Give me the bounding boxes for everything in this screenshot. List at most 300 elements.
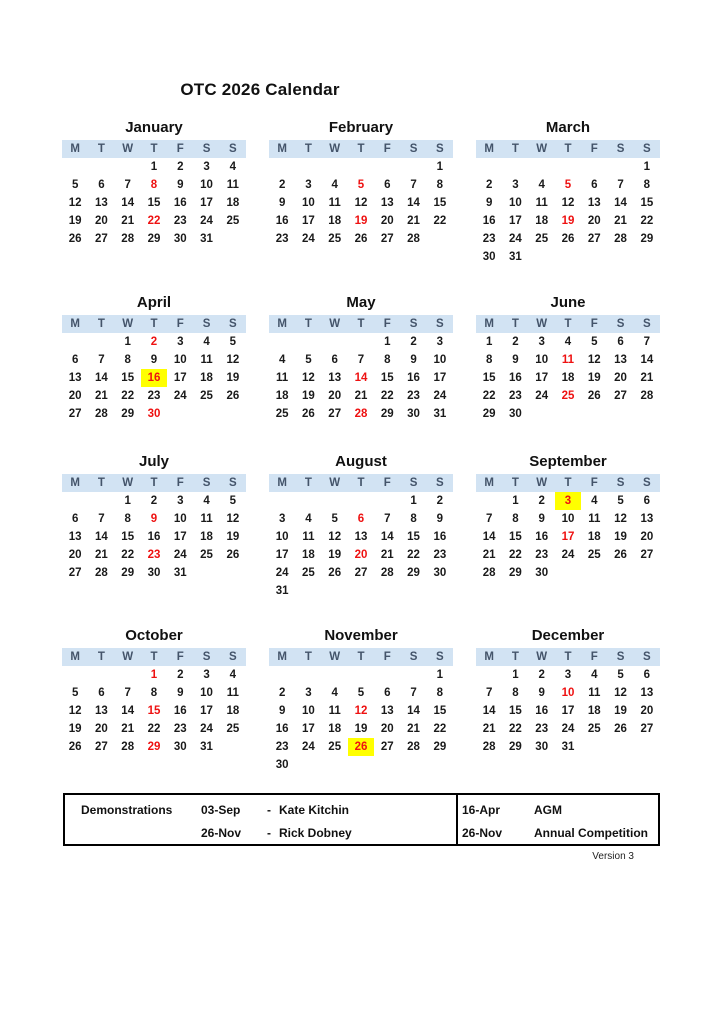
empty-cell	[88, 492, 114, 510]
date-cell: 7	[617, 179, 624, 191]
date-cell: 29	[407, 567, 420, 579]
date-cell: 23	[173, 215, 187, 227]
date-cell: 10	[535, 354, 549, 366]
date-cell: 26	[68, 233, 82, 245]
date-cell: 5	[357, 179, 365, 191]
empty-cell	[88, 333, 114, 351]
date-cell: 15	[380, 372, 394, 384]
weekday-header-cell: S	[220, 648, 246, 666]
empty-cell	[400, 582, 426, 600]
date-cell: 21	[482, 549, 496, 561]
weekday-header-cell: S	[193, 648, 219, 666]
date-cell: 3	[555, 492, 581, 510]
date-cell: 2	[177, 161, 184, 173]
empty-cell	[269, 492, 295, 510]
empty-cell	[193, 405, 219, 423]
date-cell: 2	[278, 687, 286, 699]
empty-cell	[348, 158, 374, 176]
date-cell: 12	[328, 531, 342, 543]
date-cell: 23	[482, 233, 496, 245]
date-cell: 10	[200, 179, 213, 191]
date-cell: 2	[538, 669, 545, 681]
weekday-header-cell: W	[115, 140, 141, 158]
date-cell: 27	[587, 233, 601, 245]
month-title: March	[545, 119, 591, 136]
weekday-header-cell: S	[607, 140, 633, 158]
date-cell: 30	[147, 567, 161, 579]
date-cell: 24	[509, 233, 522, 245]
date-cell: 4	[591, 495, 598, 507]
date-cell: 23	[147, 549, 161, 561]
weekday-header-cell: T	[141, 315, 167, 333]
weekday-header-cell: M	[269, 315, 295, 333]
date-cell: 7	[410, 687, 417, 699]
month-title: January	[125, 119, 183, 136]
weekday-header-cell: S	[193, 140, 219, 158]
date-cell: 1	[150, 669, 158, 681]
legend-person-name: Rick Dobney	[279, 826, 352, 840]
date-cell: 5	[331, 513, 338, 525]
empty-cell	[374, 666, 400, 684]
date-cell: 13	[68, 372, 82, 384]
month-block	[476, 291, 660, 450]
empty-cell	[374, 158, 400, 176]
date-cell: 24	[433, 390, 447, 402]
date-cell: 25	[200, 549, 213, 561]
date-cell: 20	[587, 215, 601, 227]
weekday-header-cell: S	[220, 474, 246, 492]
weekday-header-cell: S	[427, 140, 453, 158]
date-cell: 22	[509, 549, 522, 561]
month-table	[476, 648, 660, 756]
date-cell: 27	[380, 741, 394, 753]
date-cell: 10	[200, 687, 213, 699]
date-cell: 3	[305, 179, 312, 191]
weekday-header-cell: W	[115, 474, 141, 492]
date-cell: 23	[535, 549, 549, 561]
date-cell: 10	[275, 531, 289, 543]
date-cell: 22	[121, 390, 135, 402]
date-cell: 23	[509, 390, 522, 402]
weekday-header-cell: S	[193, 315, 219, 333]
date-cell: 10	[173, 354, 187, 366]
date-cell: 17	[535, 372, 549, 384]
date-cell: 22	[509, 723, 522, 735]
month-table	[476, 315, 660, 423]
date-cell: 1	[410, 495, 417, 507]
version-label: Version 3	[592, 851, 634, 862]
date-cell: 17	[561, 705, 575, 717]
date-cell: 24	[535, 390, 549, 402]
empty-cell	[88, 666, 114, 684]
date-cell: 9	[512, 354, 519, 366]
date-cell: 27	[95, 233, 108, 245]
legend-demonstrations-section	[65, 795, 458, 844]
date-cell: 8	[410, 513, 417, 525]
date-cell: 21	[121, 215, 135, 227]
date-cell: 19	[68, 723, 82, 735]
date-cell: 1	[512, 495, 519, 507]
date-cell: 9	[278, 197, 286, 209]
date-cell: 24	[302, 233, 315, 245]
date-cell: 8	[485, 354, 493, 366]
date-cell: 11	[276, 372, 289, 384]
empty-cell	[581, 564, 607, 582]
date-cell: 2	[150, 336, 158, 348]
date-cell: 14	[482, 705, 496, 717]
date-cell: 12	[614, 687, 627, 699]
date-cell: 15	[509, 705, 522, 717]
date-cell: 6	[71, 513, 79, 525]
date-cell: 19	[587, 372, 601, 384]
weekday-header-cell: S	[607, 474, 633, 492]
date-cell: 4	[331, 687, 338, 699]
empty-cell	[322, 333, 348, 351]
weekday-header-cell: M	[476, 315, 502, 333]
date-cell: 23	[147, 390, 161, 402]
month-block	[476, 116, 660, 291]
date-cell: 29	[121, 408, 135, 420]
date-cell: 25	[587, 549, 601, 561]
date-cell: 1	[124, 495, 131, 507]
date-cell: 22	[433, 215, 447, 227]
date-cell: 28	[407, 741, 420, 753]
date-cell: 28	[482, 567, 496, 579]
date-cell: 14	[380, 531, 394, 543]
weekday-header-cell: F	[374, 474, 400, 492]
date-cell: 12	[68, 705, 82, 717]
weekday-header-cell: S	[634, 474, 660, 492]
weekday-header-cell: F	[374, 315, 400, 333]
date-cell: 30	[407, 408, 420, 420]
date-cell: 14	[121, 197, 135, 209]
date-cell: 8	[643, 179, 651, 191]
weekday-header-cell: W	[322, 474, 348, 492]
date-cell: 8	[436, 687, 444, 699]
date-cell: 6	[643, 669, 651, 681]
date-cell: 3	[177, 336, 184, 348]
date-cell: 3	[564, 669, 572, 681]
month-table	[269, 315, 453, 423]
empty-cell	[220, 564, 246, 582]
month-title: December	[531, 627, 605, 644]
month-table	[476, 140, 660, 266]
empty-cell	[607, 248, 633, 266]
date-cell: 5	[229, 336, 237, 348]
date-cell: 3	[203, 669, 210, 681]
date-cell: 14	[407, 705, 420, 717]
empty-cell	[476, 158, 502, 176]
date-cell: 5	[564, 179, 572, 191]
date-cell: 20	[328, 390, 342, 402]
month-table	[476, 474, 660, 582]
date-cell: 3	[305, 687, 312, 699]
date-cell: 27	[640, 549, 654, 561]
date-cell: 30	[147, 408, 161, 420]
date-cell: 4	[538, 179, 545, 191]
date-cell: 30	[275, 759, 289, 771]
date-cell: 6	[384, 687, 391, 699]
date-cell: 21	[380, 549, 394, 561]
date-cell: 19	[68, 215, 82, 227]
date-cell: 31	[509, 251, 522, 263]
empty-cell	[529, 405, 555, 423]
empty-cell	[348, 333, 374, 351]
date-cell: 27	[380, 233, 394, 245]
date-cell: 2	[177, 669, 184, 681]
date-cell: 5	[591, 336, 598, 348]
empty-cell	[322, 666, 348, 684]
empty-cell	[374, 756, 400, 774]
weekday-header-cell: T	[502, 140, 528, 158]
date-cell: 7	[410, 179, 417, 191]
date-cell: 15	[509, 531, 522, 543]
weekday-header-cell: T	[295, 648, 321, 666]
weekday-header-cell: M	[62, 315, 88, 333]
empty-cell	[634, 405, 660, 423]
date-cell: 25	[226, 723, 240, 735]
date-cell: 22	[147, 215, 161, 227]
date-cell: 24	[200, 215, 213, 227]
legend-row	[81, 799, 456, 822]
empty-cell	[476, 666, 502, 684]
date-cell: 9	[538, 513, 545, 525]
date-cell: 12	[614, 513, 627, 525]
date-cell: 8	[150, 687, 158, 699]
month-table	[269, 140, 453, 248]
date-cell: 5	[617, 495, 624, 507]
date-cell: 9	[538, 687, 545, 699]
date-cell: 2	[278, 179, 286, 191]
date-cell: 30	[509, 408, 522, 420]
empty-cell	[193, 564, 219, 582]
weekday-header-cell: T	[141, 140, 167, 158]
date-cell: 20	[640, 705, 654, 717]
date-cell: 31	[275, 585, 289, 597]
date-cell: 28	[640, 390, 654, 402]
date-cell: 2	[436, 495, 444, 507]
date-cell: 26	[348, 738, 374, 756]
date-cell: 14	[482, 531, 496, 543]
legend-section-title-spacer	[81, 822, 201, 845]
date-cell: 26	[302, 408, 315, 420]
empty-cell	[607, 405, 633, 423]
date-cell: 19	[354, 723, 368, 735]
date-cell: 1	[124, 336, 131, 348]
weekday-header-cell: W	[322, 648, 348, 666]
date-cell: 29	[380, 408, 394, 420]
empty-cell	[607, 738, 633, 756]
weekday-header-cell: F	[167, 315, 193, 333]
empty-cell	[115, 158, 141, 176]
empty-cell	[295, 756, 321, 774]
weekday-header-cell: S	[427, 648, 453, 666]
empty-cell	[295, 333, 321, 351]
empty-cell	[322, 582, 348, 600]
date-cell: 4	[591, 669, 598, 681]
date-cell: 23	[535, 723, 549, 735]
date-cell: 7	[485, 687, 493, 699]
month-title: September	[529, 453, 607, 470]
date-cell: 13	[640, 687, 654, 699]
date-cell: 19	[354, 215, 368, 227]
date-cell: 12	[226, 513, 240, 525]
date-cell: 21	[95, 549, 108, 561]
date-cell: 20	[68, 549, 82, 561]
weekday-header-cell: T	[295, 315, 321, 333]
empty-cell	[427, 582, 453, 600]
date-cell: 15	[147, 197, 161, 209]
empty-cell	[220, 230, 246, 248]
date-cell: 11	[561, 354, 575, 366]
date-cell: 13	[380, 705, 394, 717]
date-cell: 6	[384, 179, 391, 191]
date-cell: 12	[354, 705, 368, 717]
date-cell: 23	[275, 233, 289, 245]
date-cell: 11	[535, 197, 548, 209]
weekday-header-cell: T	[348, 648, 374, 666]
date-cell: 21	[407, 215, 420, 227]
month-block	[269, 116, 453, 291]
legend-date: 26-Nov	[462, 826, 503, 840]
date-cell: 18	[561, 372, 575, 384]
date-cell: 17	[509, 215, 522, 227]
date-cell: 16	[509, 372, 522, 384]
weekday-header-cell: M	[269, 648, 295, 666]
weekday-header-cell: W	[115, 315, 141, 333]
weekday-header-cell: M	[62, 474, 88, 492]
date-cell: 19	[328, 549, 342, 561]
date-cell: 12	[587, 354, 601, 366]
date-cell: 20	[380, 215, 394, 227]
empty-cell	[295, 666, 321, 684]
month-title: November	[324, 627, 398, 644]
empty-cell	[322, 492, 348, 510]
date-cell: 27	[640, 723, 654, 735]
weekday-header-cell: T	[555, 140, 581, 158]
date-cell: 30	[173, 741, 187, 753]
date-cell: 15	[121, 372, 135, 384]
date-cell: 19	[226, 372, 240, 384]
date-cell: 14	[640, 354, 654, 366]
date-cell: 29	[640, 233, 654, 245]
date-cell: 15	[121, 531, 135, 543]
date-cell: 13	[95, 197, 108, 209]
empty-cell	[581, 248, 607, 266]
date-cell: 19	[302, 390, 315, 402]
date-cell: 27	[614, 390, 627, 402]
weekday-header-cell: T	[295, 140, 321, 158]
weekday-header-cell: S	[427, 315, 453, 333]
empty-cell	[62, 158, 88, 176]
date-cell: 16	[535, 705, 549, 717]
empty-cell	[348, 492, 374, 510]
weekday-header-cell: T	[88, 140, 114, 158]
date-cell: 28	[95, 408, 108, 420]
date-cell: 4	[564, 336, 572, 348]
month-block	[62, 624, 246, 774]
date-cell: 27	[95, 741, 108, 753]
date-cell: 7	[357, 354, 365, 366]
date-cell: 13	[640, 513, 654, 525]
date-cell: 1	[384, 336, 391, 348]
empty-cell	[502, 158, 528, 176]
date-cell: 19	[614, 705, 627, 717]
empty-cell	[400, 158, 426, 176]
date-cell: 22	[640, 215, 654, 227]
date-cell: 13	[95, 705, 108, 717]
empty-cell	[220, 738, 246, 756]
empty-cell	[348, 582, 374, 600]
date-cell: 17	[200, 705, 213, 717]
date-cell: 23	[433, 549, 447, 561]
date-cell: 17	[275, 549, 289, 561]
date-cell: 27	[354, 567, 368, 579]
date-cell: 18	[328, 215, 342, 227]
weekday-header-cell: T	[141, 474, 167, 492]
date-cell: 16	[275, 723, 289, 735]
date-cell: 9	[436, 513, 444, 525]
date-cell: 29	[482, 408, 496, 420]
date-cell: 31	[561, 741, 575, 753]
date-cell: 17	[561, 531, 575, 543]
date-cell: 20	[68, 390, 82, 402]
month-table	[62, 315, 246, 423]
date-cell: 10	[433, 354, 447, 366]
weekday-header-cell: F	[167, 474, 193, 492]
date-cell: 26	[68, 741, 82, 753]
date-cell: 17	[302, 215, 315, 227]
date-cell: 28	[95, 567, 108, 579]
date-cell: 17	[173, 531, 187, 543]
date-cell: 19	[561, 215, 575, 227]
date-cell: 22	[407, 549, 420, 561]
date-cell: 24	[173, 390, 187, 402]
date-cell: 17	[433, 372, 447, 384]
weekday-header-cell: F	[374, 140, 400, 158]
date-cell: 5	[305, 354, 312, 366]
months-grid	[62, 116, 660, 774]
date-cell: 9	[177, 687, 184, 699]
date-cell: 24	[275, 567, 289, 579]
weekday-header-cell: S	[220, 140, 246, 158]
date-cell: 3	[538, 336, 545, 348]
date-cell: 16	[173, 705, 187, 717]
month-block	[62, 291, 246, 450]
date-cell: 17	[173, 372, 187, 384]
legend-date: 26-Nov	[201, 826, 242, 840]
legend-events-section	[458, 795, 658, 844]
date-cell: 28	[354, 408, 368, 420]
empty-cell	[322, 756, 348, 774]
date-cell: 27	[328, 408, 342, 420]
date-cell: 11	[226, 179, 239, 191]
weekday-header-cell: T	[555, 648, 581, 666]
date-cell: 4	[229, 669, 237, 681]
date-cell: 6	[357, 513, 365, 525]
date-cell: 24	[173, 549, 187, 561]
date-cell: 3	[177, 495, 184, 507]
weekday-header-cell: S	[427, 474, 453, 492]
date-cell: 29	[433, 741, 447, 753]
weekday-header-cell: T	[555, 315, 581, 333]
date-cell: 24	[561, 549, 575, 561]
date-cell: 14	[121, 705, 135, 717]
date-cell: 7	[124, 687, 131, 699]
date-cell: 5	[71, 687, 79, 699]
date-cell: 17	[200, 197, 213, 209]
date-cell: 31	[433, 408, 447, 420]
